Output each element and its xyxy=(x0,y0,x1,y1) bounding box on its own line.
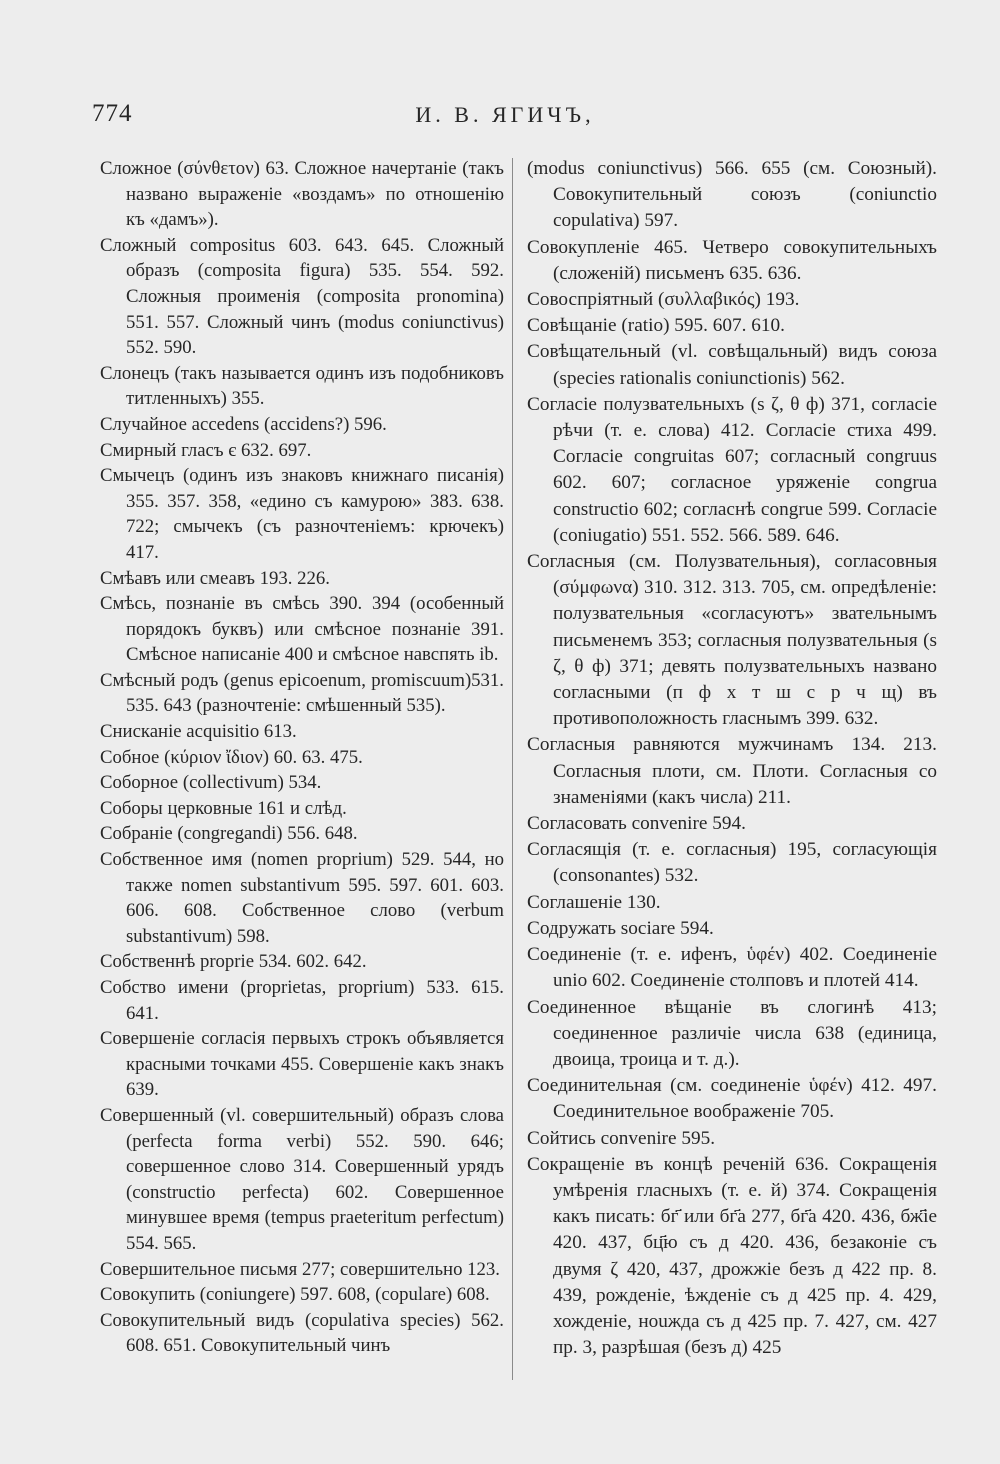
index-entry: Собственнѣ proprie 534. 602. 642. xyxy=(100,951,367,973)
index-entry: Совокупительный видъ (copulativa species) 562. 608. 651. Совокупительный чинъ xyxy=(100,1309,504,1357)
index-entry: Сложное (σύνθετον) 63. Сложное начертаніе (такъ названо выраженіе «воздамъ» по отношенію къ «дамъ»). xyxy=(100,158,504,231)
index-entry: Соединенное вѣщаніе въ слогинѣ 413; соединенное различіе числа 638 (единица, двоица, троица и т. д.). xyxy=(527,996,937,1070)
running-head: И. В. ЯГИЧЪ, xyxy=(415,102,595,127)
index-entry: Сойтись convenire 595. xyxy=(527,1127,716,1149)
index-entry: Совершеніе согласія первыхъ строкъ объявляется красными точками 455. Совершеніе какъ знакъ 639. xyxy=(100,1028,504,1101)
index-entry: Согласящія (т. е. согласныя) 195, согласующія (consonantes) 532. xyxy=(527,839,937,887)
left-column xyxy=(100,156,504,1359)
page-number: 774 xyxy=(92,100,133,127)
index-entry: Сокращеніе въ концѣ реченій 636. Сокращенія умѣренія гласныхъ (т. е. й) 374. Сокращенія какъ писать: бг҃ или бг҃а 277, бг҃а 420. 436, бж҃іе 420. 437, бц҃ю съ д 420. 436, безаконіе съ двумя ζ 420, 437, дрожжіе безъ д 422 пр. 8. 439, рожденіе, ѣжденіе съ д 425 пр. 4. 429, хожденіе, нouжда съ д 425 пр. 7. 427, см. 427 пр. 3, разрѣшая (безъ д) 425 xyxy=(527,1153,937,1359)
index-entry: Смирный гласъ є 632. 697. xyxy=(100,439,312,461)
index-entry: Соглашеніе 130. xyxy=(527,891,661,913)
index-entry: Слонецъ (такъ называется одинъ изъ подобниковъ титленныхъ) 355. xyxy=(100,362,504,410)
column-divider xyxy=(512,158,513,1380)
index-entry: (modus coniunctivus) 566. 655 (см. Союзный). Совокупительный союзъ (coniunctio copulativa) 597. xyxy=(527,158,937,232)
index-entry: Случайное accedens (accidens?) 596. xyxy=(100,413,387,435)
index-entry: Собраніе (congregandi) 556. 648. xyxy=(100,823,358,845)
page-header xyxy=(90,100,920,140)
index-entry: Совершительное письмя 277; совершительно 123. xyxy=(100,1258,500,1280)
index-entry: Согласныя равняются мужчинамъ 134. 213. Согласныя плоти, см. Плоти. Согласныя со знаменіями (какъ числа) 211. xyxy=(527,734,937,808)
index-entry: Собство имени (proprietas, proprium) 533. 615. 641. xyxy=(100,977,504,1024)
index-entry: Согласіе полузвательныхъ (s ζ, θ ф) 371, согласіе рѣчи (т. е. слова) 412. Согласіе стиха 499. Согласіе congruitas 607; согласный congruus 602. 607; согласное уряженіе congrua constructio 602; согласнѣ congrue 599. Согласіе (coniugatio) 551. 552. 566. 589. 646. xyxy=(527,393,937,546)
index-entry: Собственное имя (nomen proprium) 529. 544, но также nomen substantivum 595. 597. 601. 603. 606. 608. Собственное слово (verbum substantivum) 598. xyxy=(100,849,504,947)
index-entry: Согласныя (см. Полузвательныя), согласовныя (σύμφωνα) 310. 312. 313. 705, см. опредѣленіе: полузвательныя «согласуютъ» звательнымъ письменемъ 353; согласныя полузвательныя (s ζ, θ ф) 371; девять полузвательныхъ названо согласными (п ф х т ш с р ч щ) въ противоположность гласнымъ 399. 632. xyxy=(527,551,937,730)
index-entry: Соборное (collectivum) 534. xyxy=(100,772,322,794)
index-entry: Смѣсный родъ (genus epicoenum, promiscuum)531. 535. 643 (разночтеніе: смѣшенный 535). xyxy=(100,669,504,717)
index-entry: Согласовать convenire 594. xyxy=(527,813,746,835)
index-entry: Сложный compositus 603. 643. 645. Сложный образъ (composita figura) 535. 554. 592. Сложныя проименія (composita pronomina) 551. 557. Сложный чинъ (modus coniunctivus) 552. 590. xyxy=(100,234,504,359)
index-entry: Совѣщаніе (ratio) 595. 607. 610. xyxy=(527,315,785,337)
index-entry: Совокупить (coniungere) 597. 608, (copulare) 608. xyxy=(100,1284,490,1306)
index-entry: Смычецъ (одинъ изъ знаковъ книжнаго писанія) 355. 357. 358, «едино съ камурою» 383. 638. 722; смычекъ (съ разночтеніемъ: крючекъ) 417. xyxy=(100,465,504,563)
index-entry: Совершенный (vl. совершительный) образъ слова (perfecta forma verbi) 552. 590. 646; совершенное слово 314. Совершенный урядъ (constructio perfecta) 602. Совершенное минувшее время (tempus praeteritum perfectum) 554. 565. xyxy=(100,1104,504,1254)
index-entry: Совокупленіе 465. Четверо совокупительныхъ (сложеній) письменъ 635. 636. xyxy=(527,236,937,284)
index-entry: Смѣавъ или смеавъ 193. 226. xyxy=(100,567,330,589)
index-entry: Соборы церковные 161 и слѣд. xyxy=(100,797,347,819)
index-entry: Соединеніе (т. е. ифенъ, ὑφέν) 402. Соединеніе unio 602. Соединеніе столповъ и плотей 414. xyxy=(527,944,937,992)
right-column xyxy=(527,156,937,1361)
index-entry: Содружать sociare 594. xyxy=(527,917,714,939)
index-entry: Собное (κύριον ἴδιον) 60. 63. 475. xyxy=(100,746,363,768)
index-entry: Соединительная (см. соединеніе ὑφέν) 412. 497. Соединительное воображеніе 705. xyxy=(527,1075,937,1123)
index-entry: Совоспріятный (συλλαβικός) 193. xyxy=(527,289,800,311)
index-entry: Снисканіе acquisitio 613. xyxy=(100,721,297,743)
index-entry: Совѣщательный (vl. совѣщальный) видъ союза (species rationalis coniunctionis) 562. xyxy=(527,341,937,389)
index-entry: Смѣсь, познаніе въ смѣсь 390. 394 (особенный порядокъ буквъ) или смѣсное познаніе 391. Смѣсное написаніе 400 и смѣсное навспять ib. xyxy=(100,593,504,666)
